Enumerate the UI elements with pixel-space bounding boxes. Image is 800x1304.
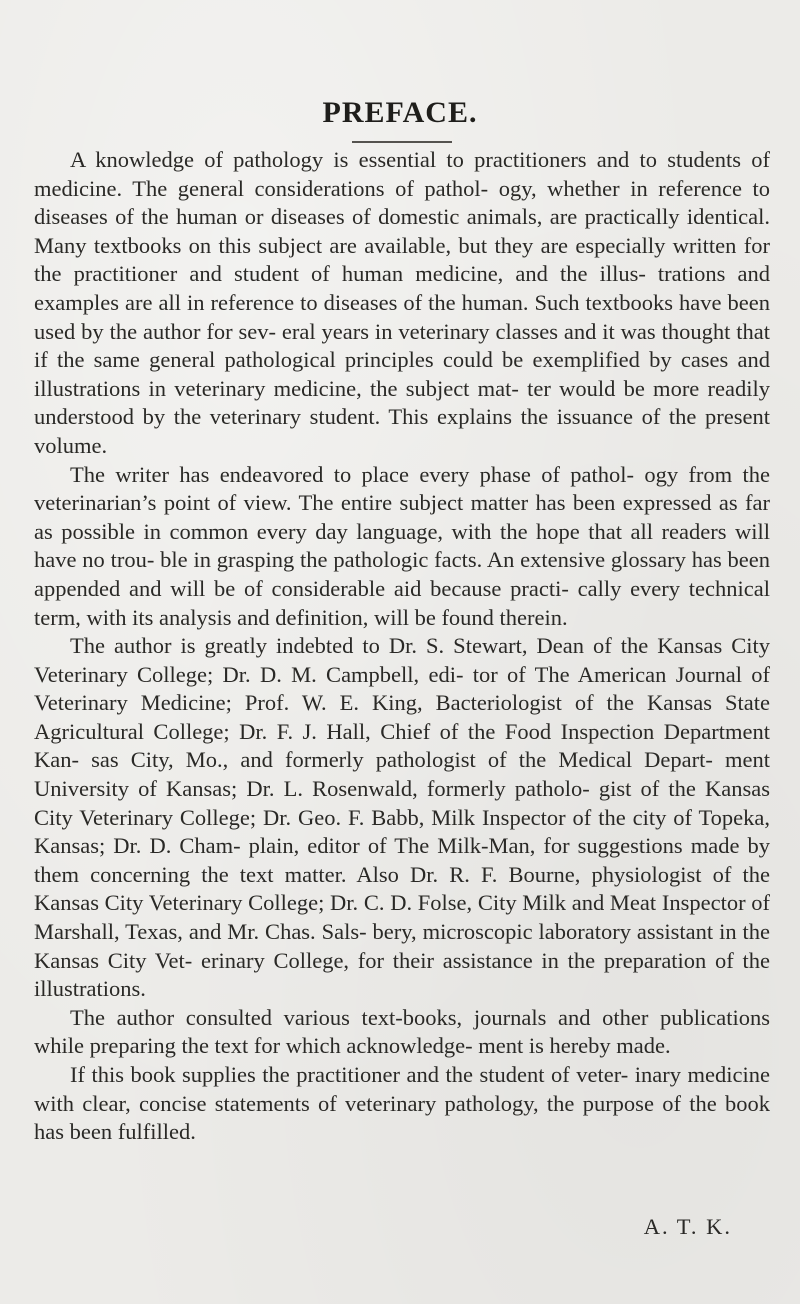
paragraph-2: The writer has endeavored to place every phase of pathol- ogy from the veterinarian’s point of view. The entire subject matter has been expressed as far as possible in common every day language, with the hope that all readers will have no trou- ble in grasping the pathologic facts. An extensive glossary has been appended and will be of considerable aid because practi- cally every technical term, with its analysis and definition, will be found therein. <box>34 461 770 630</box>
paragraph-4: The author consulted various text-books, journals and other publications while preparing the text for which acknowledge- ment is hereby made. <box>34 1004 770 1059</box>
page-title: PREFACE. <box>322 96 478 129</box>
preface-body <box>34 146 770 1147</box>
paragraph-3: The author is greatly indebted to Dr. S. Stewart, Dean of the Kansas City Veterinary College; Dr. D. M. Campbell, edi- tor of The American Journal of Veterinary Medicine; Prof. W. E. King, Bacteriologist of the Kansas State Agricultural College; Dr. F. J. Hall, Chief of the Food Inspection Department Kan- sas City, Mo., and formerly pathologist of the Medical Depart- ment University of Kansas; Dr. L. Rosenwald, formerly patholo- gist of the Kansas City Veterinary College; Dr. Geo. F. Babb, Milk Inspector of the city of Topeka, Kansas; Dr. D. Cham- plain, editor of The Milk-Man, for suggestions made by them concerning the text matter. Also Dr. R. F. Bourne, physiologist of the Kansas City Veterinary College; Dr. C. D. Folse, City Milk and Meat Inspector of Marshall, Texas, and Mr. Chas. Sals- bery, microscopic laboratory assistant in the Kansas City Vet- erinary College, for their assistance in the preparation of the illustrations. <box>34 633 770 1002</box>
paragraph-1: A knowledge of pathology is essential to practitioners and to students of medicine. The general considerations of pathol- ogy, whether in reference to diseases of the human or diseases of domestic animals, are practically identical. Many textbooks on this subject are available, but they are especially written for the practitioner and student of human medicine, and the illus- trations and examples are all in reference to diseases of the human. Such textbooks have been used by the author for sev- eral years in veterinary classes and it was thought that if the same general pathological principles could be exemplified by cases and illustrations in veterinary medicine, the subject mat- ter would be more readily understood by the veterinary student. This explains the issuance of the present volume. <box>34 147 770 458</box>
author-initials: A. T. K. <box>643 1214 732 1239</box>
title-rule <box>352 141 452 143</box>
paragraph-5: If this book supplies the practitioner and the student of veter- inary medicine with clear, concise statements of veterinary pathology, the purpose of the book has been fulfilled. <box>34 1062 770 1145</box>
